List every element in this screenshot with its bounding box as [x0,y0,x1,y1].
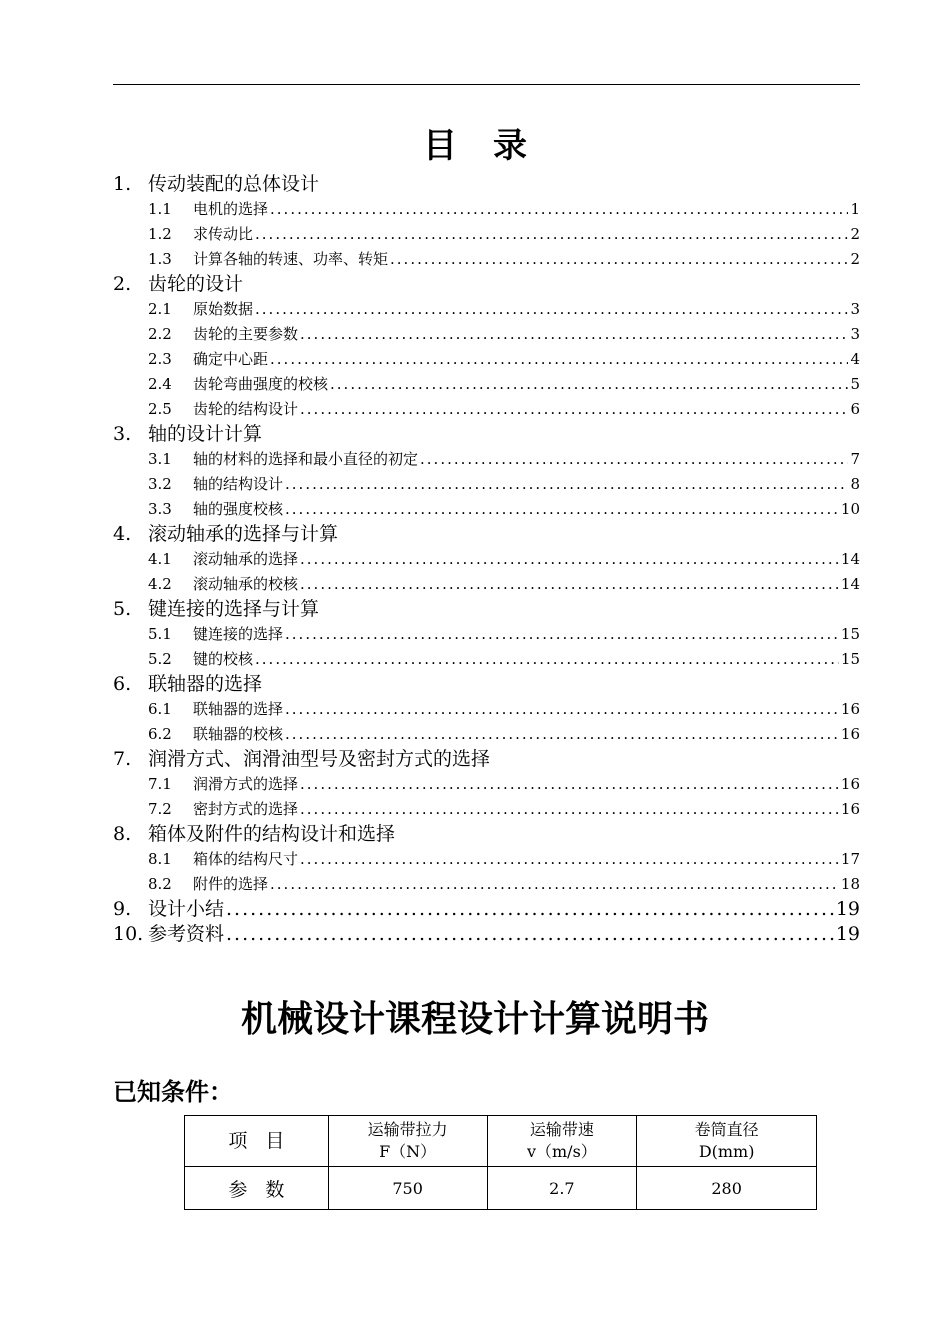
toc-page-number: 5 [850,375,860,393]
toc-page-number: 2 [850,225,860,243]
toc-subsection-number: 6.1 [148,700,172,718]
toc-section-entry[interactable] [113,172,860,197]
toc-page-number: 16 [840,775,860,793]
toc-section-number: 1. [113,173,132,195]
toc-page-number: 8 [850,475,860,493]
toc-section-number: 8. [113,823,132,845]
tension-unit: F（N） [379,1142,437,1161]
toc-subsection-number: 4.1 [148,550,172,568]
toc-page-number: 19 [835,923,860,945]
toc-subsection-entry[interactable] [113,322,860,347]
toc-subsection-title: 原始数据 [193,300,254,318]
tension-name: 运输带拉力 [367,1120,448,1139]
toc-page-number: 6 [850,400,860,418]
toc-page-number: 15 [840,650,860,668]
toc-leader-dots [226,922,834,947]
toc-subsection-entry[interactable] [113,772,860,797]
toc-subsection-number: 7.1 [148,775,172,793]
document-title: 机械设计课程设计计算说明书 [240,999,709,1040]
toc-subsection-title: 轴的强度校核 [193,500,284,518]
toc-section-title: 润滑方式、润滑油型号及密封方式的选择 [148,748,491,770]
toc-leader-dots [300,322,848,347]
table-value-row [185,1167,817,1210]
toc-leader-dots [300,772,839,797]
toc-section-entry[interactable] [113,422,860,447]
toc-leader-dots [285,622,839,647]
toc-page-number: 18 [840,875,860,893]
toc-subsection-title: 润滑方式的选择 [193,775,299,793]
speed-name: 运输带速 [529,1120,594,1139]
toc-leader-dots [390,247,848,272]
toc-page-number: 17 [840,850,860,868]
toc-subsection-title: 求传动比 [193,225,254,243]
toc-section-title: 联轴器的选择 [148,673,263,695]
toc-leader-dots [300,397,848,422]
toc-subsection-title: 键连接的选择 [193,625,284,643]
toc-subsection-number: 2.5 [148,400,172,418]
toc-subsection-number: 5.1 [148,625,172,643]
toc-subsection-entry[interactable] [113,247,860,272]
toc-section-number: 4. [113,523,132,545]
known-conditions-heading: 已知条件： [113,1078,233,1106]
toc-leader-dots [255,647,839,672]
diameter-unit: D(mm) [698,1142,755,1161]
toc-section-title: 轴的设计计算 [148,423,263,445]
toc-subsection-number: 2.1 [148,300,172,318]
toc-subsection-title: 附件的选择 [193,875,269,893]
toc-subsection-number: 1.2 [148,225,172,243]
toc-subsection-entry[interactable] [113,447,860,472]
toc-leader-dots [285,472,848,497]
toc-section-entry[interactable] [113,922,860,947]
toc-section-title: 箱体及附件的结构设计和选择 [148,823,396,845]
toc-section-entry[interactable] [113,272,860,297]
toc-leader-dots [270,347,848,372]
toc-subsection-title: 滚动轴承的校核 [193,575,299,593]
toc-section-title: 参考资料 [148,923,225,945]
toc-subsection-title: 齿轮的结构设计 [193,400,299,418]
toc-section-number: 6. [113,673,132,695]
toc-section-entry[interactable] [113,597,860,622]
tension-value: 750 [328,1167,487,1210]
toc-subsection-number: 8.1 [148,850,172,868]
toc-subsection-entry[interactable] [113,722,860,747]
toc-subsection-number: 1.1 [148,200,172,218]
toc-page-number: 14 [840,575,860,593]
toc-leader-dots [255,222,848,247]
toc-subsection-title: 滚动轴承的选择 [193,550,299,568]
table-of-contents [113,172,860,947]
toc-page-number: 3 [850,300,860,318]
toc-subsection-title: 密封方式的选择 [193,800,299,818]
toc-subsection-title: 电机的选择 [193,200,269,218]
toc-subsection-number: 3.3 [148,500,172,518]
toc-subsection-entry[interactable] [113,297,860,322]
toc-subsection-entry[interactable] [113,222,860,247]
toc-page-number: 16 [840,725,860,743]
toc-page-number: 16 [840,700,860,718]
parameters-table [184,1115,817,1210]
toc-subsection-number: 4.2 [148,575,172,593]
toc-title: 目录 [423,126,563,166]
toc-subsection-title: 键的校核 [193,650,254,668]
toc-subsection-entry[interactable] [113,197,860,222]
toc-section-entry[interactable] [113,747,860,772]
toc-leader-dots [226,897,834,922]
table-header-row [185,1116,817,1167]
toc-subsection-entry[interactable] [113,497,860,522]
diameter-name: 卷筒直径 [694,1120,759,1139]
toc-section-number: 7. [113,748,132,770]
toc-subsection-title: 确定中心距 [193,350,269,368]
toc-subsection-entry[interactable] [113,572,860,597]
toc-section-entry[interactable] [113,897,860,922]
toc-page-number: 7 [850,450,860,468]
toc-leader-dots [255,297,848,322]
toc-subsection-number: 7.2 [148,800,172,818]
toc-subsection-entry[interactable] [113,697,860,722]
toc-page-number: 4 [850,350,860,368]
tension-header-cell [328,1116,487,1167]
toc-section-number: 10. [113,923,144,945]
toc-section-entry[interactable] [113,522,860,547]
toc-leader-dots [285,722,839,747]
toc-section-title: 键连接的选择与计算 [148,598,320,620]
toc-section-title: 滚动轴承的选择与计算 [148,523,339,545]
value-header-cell: 参数 [185,1167,329,1210]
diameter-header-cell [637,1116,817,1167]
toc-section-number: 3. [113,423,132,445]
speed-value: 2.7 [487,1167,637,1210]
toc-subsection-title: 计算各轴的转速、功率、转矩 [193,250,389,268]
toc-subsection-entry[interactable] [113,797,860,822]
toc-page-number: 14 [840,550,860,568]
toc-leader-dots [270,872,839,897]
item-header-cell: 项目 [185,1116,329,1167]
toc-page-number: 3 [850,325,860,343]
toc-subsection-title: 箱体的结构尺寸 [193,850,299,868]
toc-subsection-entry[interactable] [113,872,860,897]
toc-section-entry[interactable] [113,822,860,847]
toc-subsection-title: 齿轮弯曲强度的校核 [193,375,329,393]
toc-section-number: 5. [113,598,132,620]
toc-subsection-number: 3.1 [148,450,172,468]
toc-subsection-number: 8.2 [148,875,172,893]
toc-page-number: 2 [850,250,860,268]
toc-subsection-entry[interactable] [113,622,860,647]
toc-leader-dots [300,847,839,872]
toc-subsection-number: 2.4 [148,375,172,393]
toc-section-title: 齿轮的设计 [148,273,244,295]
toc-page-number: 1 [850,200,860,218]
toc-subsection-number: 6.2 [148,725,172,743]
toc-subsection-entry[interactable] [113,347,860,372]
toc-subsection-title: 联轴器的选择 [193,700,284,718]
toc-section-title: 设计小结 [148,898,225,920]
speed-unit: v（m/s） [526,1142,597,1161]
toc-leader-dots [330,372,848,397]
toc-subsection-entry[interactable] [113,397,860,422]
toc-subsection-number: 2.2 [148,325,172,343]
toc-subsection-title: 轴的结构设计 [193,475,284,493]
toc-leader-dots [420,447,848,472]
toc-subsection-number: 2.3 [148,350,172,368]
toc-section-title: 传动装配的总体设计 [148,173,320,195]
toc-subsection-title: 齿轮的主要参数 [193,325,299,343]
toc-page-number: 16 [840,800,860,818]
toc-page-number: 10 [840,500,860,518]
toc-section-entry[interactable] [113,672,860,697]
toc-leader-dots [270,197,848,222]
diameter-value: 280 [637,1167,817,1210]
toc-subsection-entry[interactable] [113,472,860,497]
toc-leader-dots [300,572,839,597]
toc-section-number: 9. [113,898,132,920]
toc-subsection-number: 3.2 [148,475,172,493]
toc-leader-dots [285,697,839,722]
toc-page-number: 15 [840,625,860,643]
toc-page-number: 19 [835,898,860,920]
toc-leader-dots [300,797,839,822]
toc-leader-dots [300,547,839,572]
toc-subsection-entry[interactable] [113,647,860,672]
speed-header-cell [487,1116,637,1167]
toc-subsection-entry[interactable] [113,372,860,397]
toc-subsection-number: 5.2 [148,650,172,668]
toc-subsection-title: 联轴器的校核 [193,725,284,743]
toc-subsection-number: 1.3 [148,250,172,268]
header-rule [113,84,860,85]
toc-leader-dots [285,497,839,522]
toc-subsection-entry[interactable] [113,547,860,572]
toc-section-number: 2. [113,273,132,295]
toc-subsection-title: 轴的材料的选择和最小直径的初定 [193,450,419,468]
toc-subsection-entry[interactable] [113,847,860,872]
